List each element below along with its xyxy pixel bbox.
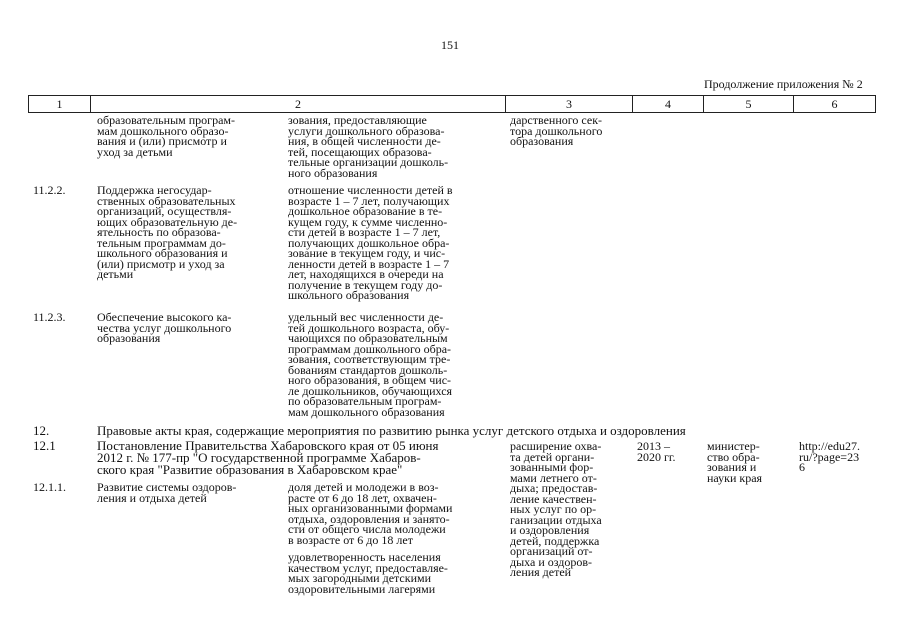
row-goal-cell: [510, 441, 602, 578]
text-line: доля детей и молодежи в воз-: [288, 480, 439, 494]
text-line: уход за детьми: [97, 144, 173, 159]
text-line: образования: [97, 331, 161, 345]
text-line: вания и (или) присмотр и: [97, 134, 227, 148]
frag-indicator-cell: [288, 115, 448, 178]
text-line: получающих дошкольное обра-: [288, 235, 450, 250]
row-indicator-cell: [288, 185, 453, 301]
text-line: оздоровительными лагерями: [288, 581, 436, 596]
text-line: дошкольное образование в те-: [288, 204, 443, 218]
text-line: кущем году, к сумме численно-: [288, 214, 448, 229]
url-line[interactable]: 6: [799, 460, 805, 474]
text-line: 2013 –: [637, 439, 670, 453]
text-line: зования и: [707, 460, 757, 474]
text-line: удельный вес численности де-: [288, 310, 444, 324]
text-line: сти от общего числа молодежи: [288, 522, 446, 536]
page-number: 151: [441, 38, 459, 52]
text-line: услуги дошкольного образова-: [288, 123, 445, 138]
text-line: бованиям стандартов дошколь-: [288, 362, 448, 377]
row-name-cell: [97, 185, 237, 280]
col-header-2: 2: [91, 96, 506, 113]
row-executor-cell: [707, 441, 762, 483]
text-line: (или) присмотр и уход за: [97, 256, 225, 271]
text-line: Постановление Правительства Хабаровского края от 05 июня: [97, 438, 439, 453]
text-line: чества услуг дошкольного: [97, 320, 232, 335]
table-header: [28, 95, 876, 113]
text-line: тельным программам до-: [97, 235, 226, 250]
text-line: организаций, осуществля-: [97, 204, 232, 218]
row-link-cell: [799, 441, 860, 473]
text-line: ле дошкольников, обучающихся: [288, 383, 453, 398]
text-line: тей, посещающих образова-: [288, 144, 432, 159]
row-name-cell: [97, 312, 231, 344]
row-number: 12.1.1.: [33, 480, 66, 494]
continuation-caption: Продолжение приложения № 2: [704, 77, 863, 91]
text-line: и оздоровления: [510, 523, 590, 537]
text-line: отношение численности детей в: [288, 183, 453, 197]
text-line: тей дошкольного возраста, обу-: [288, 320, 450, 335]
col-header-1: 1: [29, 96, 91, 113]
text-line: тора дошкольного: [510, 123, 603, 138]
text-line: дарственного сек-: [510, 113, 603, 127]
row-number: 11.2.3.: [33, 310, 66, 324]
text-line: зованными фор-: [510, 460, 594, 474]
text-line: Развитие системы оздоров-: [97, 480, 237, 494]
row-number: 12.1: [33, 438, 56, 453]
text-line: зования, соответствующим тре-: [288, 352, 451, 366]
text-line: ления и отдыха детей: [97, 490, 207, 505]
text-line: ского края "Развитие образования в Хабаровском крае": [97, 462, 403, 477]
text-line: ления детей: [510, 565, 572, 579]
text-line: ных услуг по ор-: [510, 502, 597, 516]
text-line: отдыха, оздоровления и занято-: [288, 511, 450, 526]
text-line: ление качествен-: [510, 491, 597, 506]
url-line[interactable]: http://edu27.: [799, 439, 860, 453]
text-line: получение в текущем году до-: [288, 277, 443, 292]
text-line: ленности детей в возрасте 1 – 7: [288, 256, 450, 271]
col-header-4: 4: [633, 96, 704, 113]
text-line: в возрасте от 6 до 18 лет: [288, 532, 413, 547]
section-number: 12.: [33, 423, 50, 438]
text-line: науки края: [707, 470, 763, 485]
row-period-cell: [637, 441, 676, 462]
text-line: ного образования: [288, 165, 378, 180]
text-line: школьного образования: [288, 288, 410, 302]
text-line: мами летнего от-: [510, 470, 597, 485]
text-line: ственных образовательных: [97, 193, 236, 208]
text-line: мам дошкольного образо-: [97, 123, 229, 138]
text-line: ного образования, в общем чис-: [288, 373, 452, 387]
frag-name-cell: [97, 115, 235, 157]
text-line: ющих образовательную де-: [97, 214, 238, 229]
url-line[interactable]: ru/?page=23: [799, 449, 860, 464]
row-act-cell: [97, 440, 439, 476]
row-indicator-cell: [288, 482, 452, 545]
text-line: зования, предоставляющие: [288, 113, 427, 127]
section-title: Правовые акты края, содержащие мероприятия по развитию рынка услуг детского отдыха и оздоровления: [97, 423, 686, 438]
text-line: тельные организации дошколь-: [288, 155, 449, 169]
text-line: расте от 6 до 18 лет, охвачен-: [288, 490, 437, 505]
text-line: удовлетворенность населения: [288, 550, 441, 564]
text-line: чающихся по образовательным: [288, 331, 448, 345]
row-number: 11.2.2.: [33, 183, 66, 197]
frag-goal-cell: [510, 115, 602, 147]
text-line: Поддержка негосудар-: [97, 183, 212, 197]
text-line: та детей органи-: [510, 449, 595, 464]
col-header-6: 6: [794, 96, 876, 113]
text-line: программам дошкольного обра-: [288, 341, 452, 356]
text-line: сти детей в возрасте 1 – 7 лет,: [288, 225, 441, 239]
text-line: мам дошкольного образования: [288, 404, 445, 419]
text-line: ятельность по образова-: [97, 225, 221, 239]
text-line: организаций от-: [510, 544, 593, 558]
text-line: по образовательным програм-: [288, 394, 442, 408]
text-line: образовательным програм-: [97, 113, 235, 127]
text-line: 2020 гг.: [637, 449, 676, 464]
row-name-cell: [97, 482, 236, 503]
row-indicator-cell: [288, 312, 452, 417]
text-line: Обеспечение высокого ка-: [97, 310, 232, 324]
text-line: школьного образования и: [97, 246, 228, 260]
text-line: детьми: [97, 267, 134, 281]
col-header-5: 5: [704, 96, 794, 113]
row-indicator-cell: [288, 552, 448, 594]
text-line: качеством услуг, предоставляе-: [288, 560, 448, 575]
text-line: ганизации отдыха: [510, 512, 602, 527]
text-line: лет, находящихся в очереди на: [288, 267, 444, 281]
text-line: образования: [510, 134, 574, 148]
text-line: расширение охва-: [510, 439, 602, 453]
text-line: мых загородными детскими: [288, 571, 432, 585]
text-line: дыха; предостав-: [510, 481, 598, 495]
text-line: 2012 г. № 177-пр "О государственной программе Хабаров-: [97, 450, 421, 465]
text-line: ных организованными формами: [288, 501, 453, 515]
text-line: возрасте 1 – 7 лет, получающих: [288, 193, 450, 208]
text-line: детей, поддержка: [510, 533, 600, 548]
text-line: ния, в общей численности де-: [288, 134, 441, 148]
col-header-3: 3: [506, 96, 633, 113]
text-line: ство обра-: [707, 449, 760, 464]
text-line: министер-: [707, 439, 760, 453]
text-line: зование в текущем году, и чис-: [288, 246, 446, 260]
text-line: дыха и оздоров-: [510, 554, 593, 569]
